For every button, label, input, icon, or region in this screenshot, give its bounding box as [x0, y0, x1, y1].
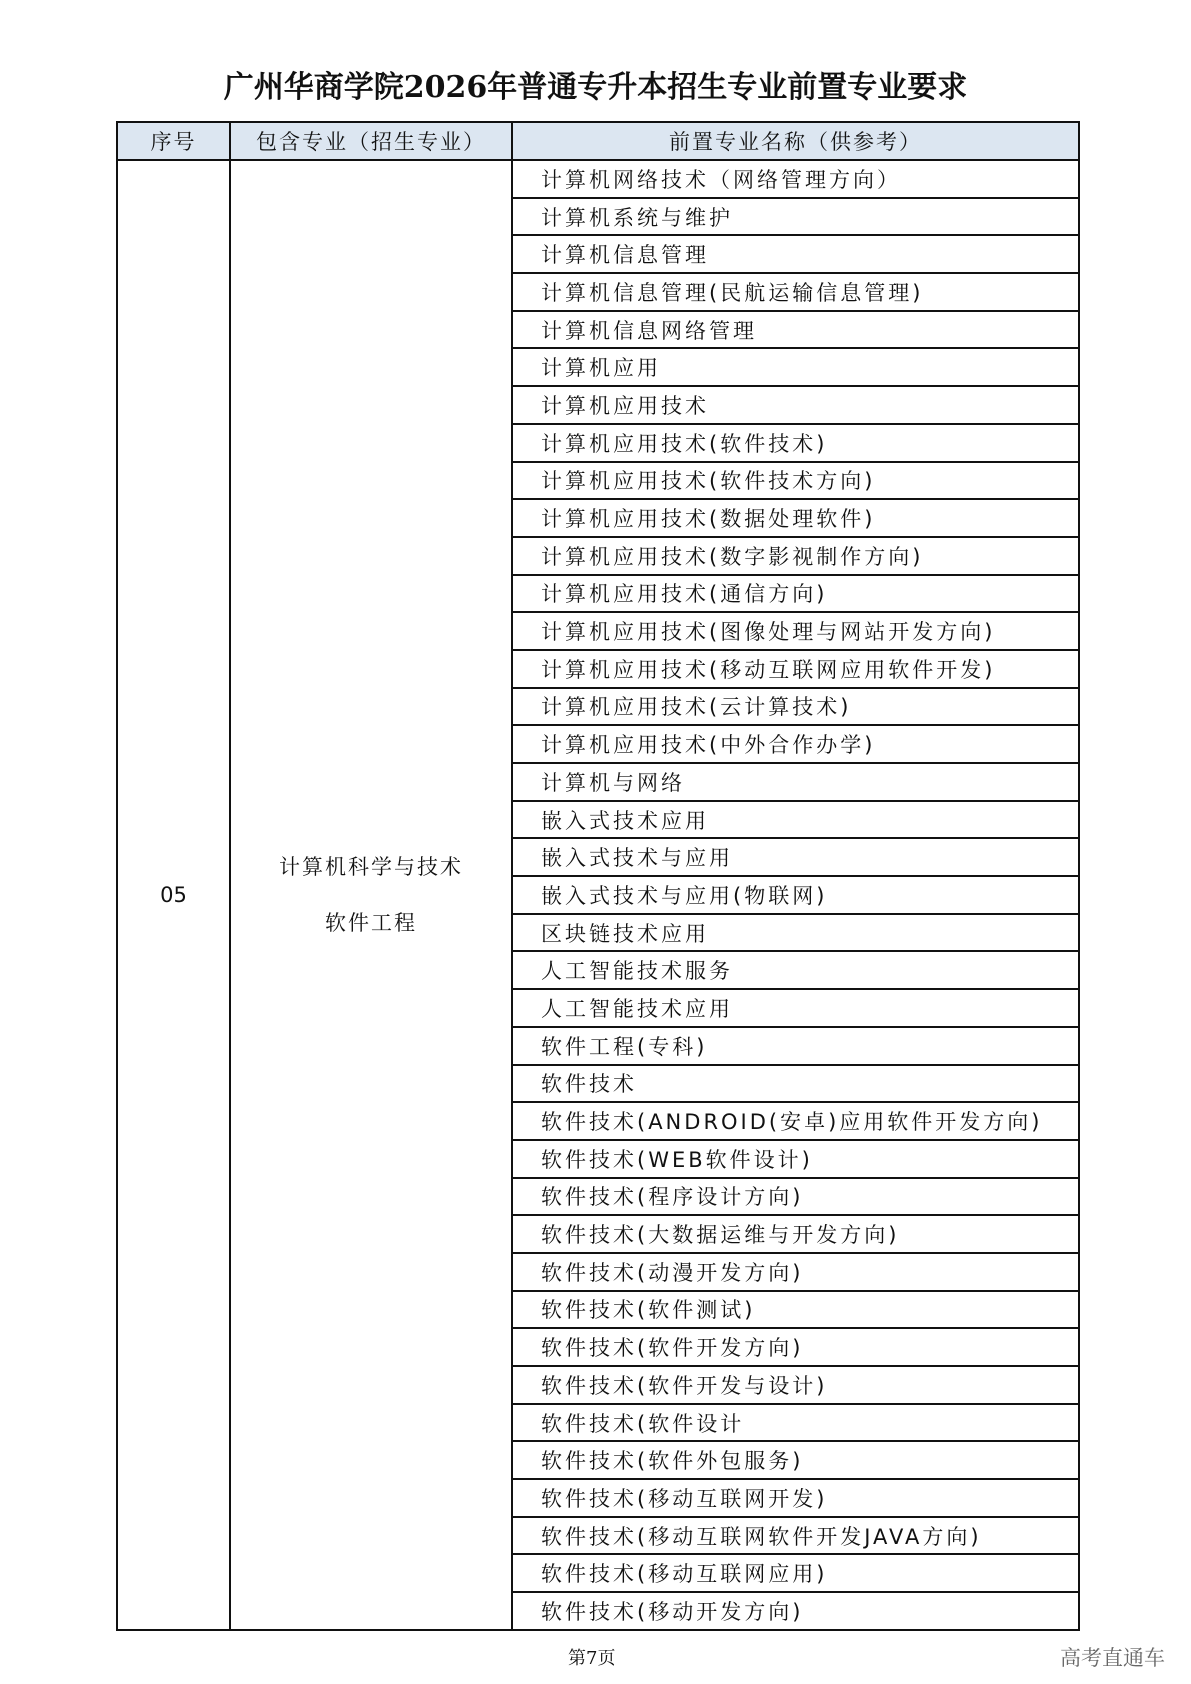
- table-header-row: [117, 122, 1079, 160]
- page-number: 第7页: [568, 1648, 616, 1669]
- prerequisite-item: 嵌入式技术应用: [512, 801, 1079, 839]
- prerequisite-item: 软件技术(软件设计: [512, 1404, 1079, 1442]
- prerequisite-item: 软件技术(大数据运维与开发方向): [512, 1215, 1079, 1253]
- prerequisite-item: 计算机应用技术(数据处理软件): [512, 499, 1079, 537]
- prerequisite-item: 计算机信息网络管理: [512, 311, 1079, 349]
- prerequisite-item: 软件技术(动漫开发方向): [512, 1253, 1079, 1291]
- prerequisite-item: 软件技术(移动开发方向): [512, 1592, 1079, 1630]
- prerequisite-item: 计算机应用技术(中外合作办学): [512, 725, 1079, 763]
- prerequisite-item: 软件技术(ANDROID(安卓)应用软件开发方向): [512, 1102, 1079, 1140]
- prerequisite-item: 计算机信息管理: [512, 235, 1079, 273]
- prerequisite-item: 软件技术(软件外包服务): [512, 1441, 1079, 1479]
- prerequisite-item: 软件技术(移动互联网软件开发JAVA方向): [512, 1517, 1079, 1555]
- prerequisite-item: 计算机应用技术(云计算技术): [512, 688, 1079, 726]
- prerequisite-item: 软件工程(专科): [512, 1027, 1079, 1065]
- watermark: 高考直通车: [1060, 1646, 1165, 1670]
- prerequisite-item: 计算机应用技术(软件技术方向): [512, 462, 1079, 500]
- prerequisite-item: 计算机应用技术: [512, 386, 1079, 424]
- prerequisite-item: 软件技术(移动互联网开发): [512, 1479, 1079, 1517]
- prerequisite-item: 计算机网络技术（网络管理方向）: [512, 160, 1079, 198]
- prerequisite-item: 计算机应用技术(图像处理与网站开发方向): [512, 612, 1079, 650]
- prerequisite-item: 计算机应用技术(通信方向): [512, 575, 1079, 613]
- prerequisite-item: 计算机与网络: [512, 763, 1079, 801]
- prerequisite-item: 计算机应用技术(移动互联网应用软件开发): [512, 650, 1079, 688]
- prerequisite-item: 计算机应用技术(数字影视制作方向): [512, 537, 1079, 575]
- prerequisite-item: 计算机应用: [512, 348, 1079, 386]
- prerequisite-item: 嵌入式技术与应用(物联网): [512, 876, 1079, 914]
- prerequisite-item: 人工智能技术服务: [512, 951, 1079, 989]
- prerequisite-item: 嵌入式技术与应用: [512, 838, 1079, 876]
- page-title: 广州华商学院2026年普通专升本招生专业前置专业要求: [223, 70, 968, 105]
- prerequisite-item: 软件技术: [512, 1065, 1079, 1103]
- header-major: 包含专业（招生专业）: [230, 122, 512, 160]
- prerequisite-item: 软件技术(程序设计方向): [512, 1178, 1079, 1216]
- prerequisite-item: 软件技术(软件测试): [512, 1291, 1079, 1329]
- major-name: 计算机科学与技术: [279, 854, 463, 879]
- prerequisite-item: 计算机信息管理(民航运输信息管理): [512, 273, 1079, 311]
- table-row: [117, 160, 1079, 198]
- requirements-table: [116, 121, 1080, 1631]
- prerequisite-item: 计算机应用技术(软件技术): [512, 424, 1079, 462]
- prerequisite-item: 软件技术(软件开发与设计): [512, 1366, 1079, 1404]
- prerequisite-item: 计算机系统与维护: [512, 198, 1079, 236]
- group-number: 05: [117, 160, 230, 1630]
- group-majors: [230, 160, 512, 1630]
- prerequisite-item: 软件技术(移动互联网应用): [512, 1554, 1079, 1592]
- header-prerequisite: 前置专业名称（供参考）: [512, 122, 1079, 160]
- prerequisite-item: 区块链技术应用: [512, 914, 1079, 952]
- header-no: 序号: [117, 122, 230, 160]
- prerequisite-item: 软件技术(WEB软件设计): [512, 1140, 1079, 1178]
- prerequisite-item: 软件技术(软件开发方向): [512, 1328, 1079, 1366]
- prerequisite-item: 人工智能技术应用: [512, 989, 1079, 1027]
- major-name: 软件工程: [325, 910, 417, 935]
